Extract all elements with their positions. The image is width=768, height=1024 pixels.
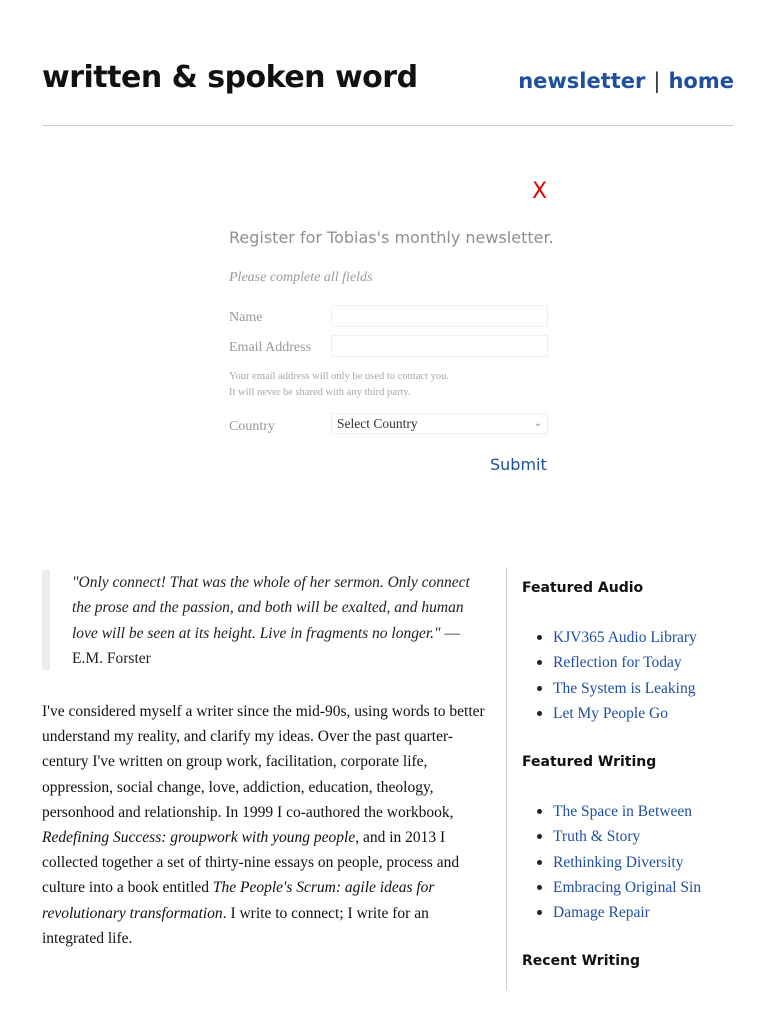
site-title: written & spoken word xyxy=(42,60,418,95)
nav-newsletter-link[interactable]: newsletter xyxy=(518,69,646,93)
quote-text: "Only connect! That was the whole of her sermon. Only connect the prose and the passion, and both will be exalted, and human love will be seen at its height. Live in fragments no longer." xyxy=(72,574,470,642)
privacy-line-2: It will never be shared with any third party. xyxy=(229,387,411,398)
featured-audio-list xyxy=(522,625,697,726)
bio-text-2: , and in 2013 I collected together a set of thirty-nine essays on people, process and culture into a book entitled xyxy=(42,829,460,897)
quote-bar xyxy=(42,570,50,670)
featured-audio-link[interactable]: KJV365 Audio Library xyxy=(553,629,697,646)
country-select-value: Select Country xyxy=(337,415,418,431)
email-input[interactable] xyxy=(331,335,548,357)
list-item xyxy=(522,824,701,849)
featured-audio-link[interactable]: Let My People Go xyxy=(553,704,668,722)
name-input[interactable] xyxy=(331,305,548,327)
featured-audio-heading: Featured Audio xyxy=(522,580,644,596)
featured-writing-link[interactable]: Embracing Original Sin xyxy=(553,878,702,896)
header-divider xyxy=(42,125,734,126)
bio-text-1: I've considered myself a writer since the mid-90s, using words to better understand my reality, and clarify my ideas. Over the past quarter-century I've written on group work, facilitation, corporate life, oppression, social change, love, addiction, education, theology, personhood and relationship. In 1999 I co-authored the workbook, xyxy=(42,703,485,821)
featured-writing-link[interactable]: Truth & Story xyxy=(553,828,641,846)
submit-button[interactable]: Submit xyxy=(490,455,547,474)
sidebar-divider xyxy=(506,567,507,990)
bio-text-3: . I write to connect; I write for an integrated life. xyxy=(42,904,429,947)
form-heading: Register for Tobias's monthly newsletter. xyxy=(229,228,554,247)
featured-writing-list xyxy=(522,799,701,925)
list-item xyxy=(522,900,701,925)
form-instructions: Please complete all fields xyxy=(229,270,373,285)
close-icon[interactable]: X xyxy=(532,179,548,204)
featured-writing-heading: Featured Writing xyxy=(522,754,657,770)
featured-writing-link[interactable]: The Space in Between xyxy=(553,803,693,820)
country-label: Country xyxy=(229,419,275,434)
list-item xyxy=(522,875,701,900)
privacy-line-1: Your email address will only be used to contact you. xyxy=(229,371,449,382)
list-item xyxy=(522,625,697,650)
nav-separator: | xyxy=(653,69,661,93)
featured-writing-link[interactable]: Damage Repair xyxy=(553,904,650,922)
list-item xyxy=(522,701,697,726)
list-item xyxy=(522,650,697,675)
bio-book-2: The People's Scrum: agile ideas for revolutionary transformation xyxy=(42,879,435,922)
quote-attribution: — E.M. Forster xyxy=(72,624,460,667)
blockquote xyxy=(72,570,472,671)
chevron-down-icon: ⌄ xyxy=(533,418,542,429)
recent-writing-heading: Recent Writing xyxy=(522,953,640,969)
list-item xyxy=(522,799,701,824)
featured-audio-link[interactable]: Reflection for Today xyxy=(553,654,682,672)
country-select[interactable] xyxy=(331,413,548,434)
nav-home-link[interactable]: home xyxy=(668,69,734,93)
name-label: Name xyxy=(229,310,263,325)
privacy-note xyxy=(229,369,449,401)
list-item xyxy=(522,850,701,875)
email-label: Email Address xyxy=(229,340,312,355)
featured-audio-link[interactable]: The System is Leaking xyxy=(553,679,696,697)
featured-writing-link[interactable]: Rethinking Diversity xyxy=(553,853,684,871)
top-nav xyxy=(518,69,734,93)
bio-paragraph xyxy=(42,699,487,951)
bio-book-1: Redefining Success: groupwork with young people xyxy=(42,829,356,847)
list-item xyxy=(522,676,697,701)
